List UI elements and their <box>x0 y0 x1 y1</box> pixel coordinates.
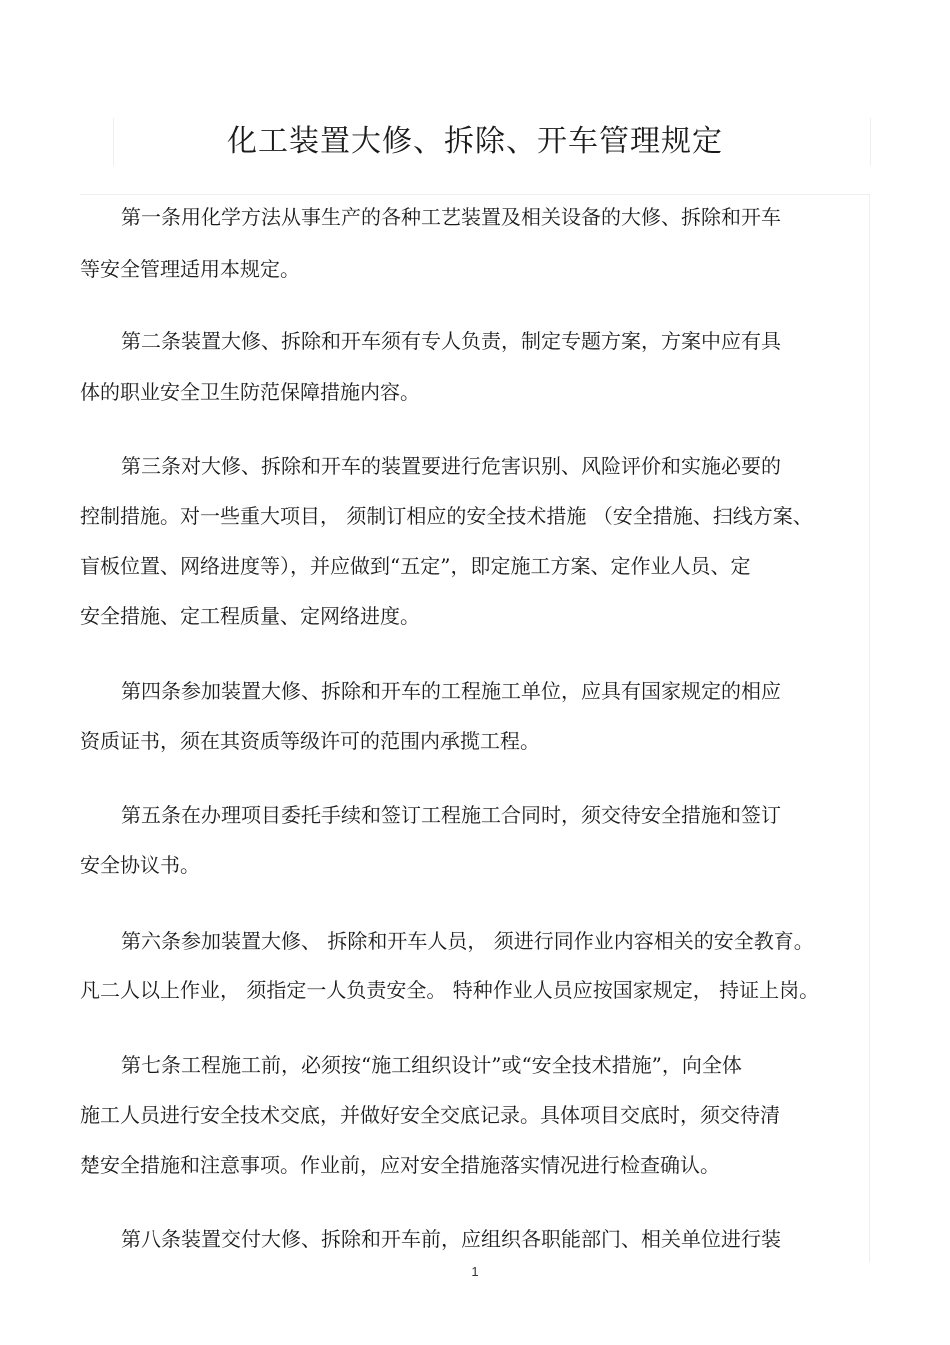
paragraph-7-line-3: 楚安全措施和注意事项。作业前，应对安全措施落实情况进行检查确认。 <box>80 1153 720 1177</box>
document-title: 化工装置大修、拆除、开车管理规定 <box>227 124 723 159</box>
right-margin-rule <box>869 194 870 1262</box>
paragraph-5-line-1: 第五条在办理项目委托手续和签订工程施工合同时，须交待安全措施和签订 <box>121 803 781 827</box>
page-number: 1 <box>471 1264 479 1279</box>
paragraph-3-line-3: 盲板位置、网络进度等），并应做到“五定”，即定施工方案、定作业人员、定 <box>80 554 751 578</box>
paragraph-7-line-1: 第七条工程施工前，必须按“施工组织设计”或“安全技术措施”，向全体 <box>121 1053 742 1077</box>
paragraph-4-line-2: 资质证书，须在其资质等级许可的范围内承揽工程。 <box>80 729 540 753</box>
paragraph-1-line-1: 第一条用化学方法从事生产的各种工艺装置及相关设备的大修、拆除和开车 <box>121 205 781 229</box>
paragraph-7-line-2: 施工人员进行安全技术交底，并做好安全交底记录。具体项目交底时，须交待清 <box>80 1103 780 1127</box>
paragraph-2-line-1: 第二条装置大修、拆除和开车须有专人负责，制定专题方案，方案中应有具 <box>121 329 781 353</box>
paragraph-6-line-2: 凡二人以上作业， 须指定一人负责安全。 特种作业人员应按国家规定， 持证上岗。 <box>80 978 820 1002</box>
paragraph-4-line-1: 第四条参加装置大修、拆除和开车的工程施工单位，应具有国家规定的相应 <box>121 679 781 703</box>
paragraph-3-line-2: 控制措施。对一些重大项目， 须制订相应的安全技术措施 （安全措施、扫线方案、 <box>80 504 813 528</box>
paragraph-2-line-2: 体的职业安全卫生防范保障措施内容。 <box>80 380 420 404</box>
paragraph-3-line-1: 第三条对大修、拆除和开车的装置要进行危害识别、风险评价和实施必要的 <box>121 454 781 478</box>
paragraph-8-line-1: 第八条装置交付大修、拆除和开车前，应组织各职能部门、相关单位进行装 <box>121 1227 781 1251</box>
paragraph-6-line-1: 第六条参加装置大修、 拆除和开车人员， 须进行同作业内容相关的安全教育。 <box>121 929 814 953</box>
paragraph-3-line-4: 安全措施、定工程质量、定网络进度。 <box>80 604 420 628</box>
paragraph-5-line-2: 安全协议书。 <box>80 853 200 877</box>
header-divider <box>80 194 870 195</box>
paragraph-1-line-2: 等安全管理适用本规定。 <box>80 257 300 281</box>
